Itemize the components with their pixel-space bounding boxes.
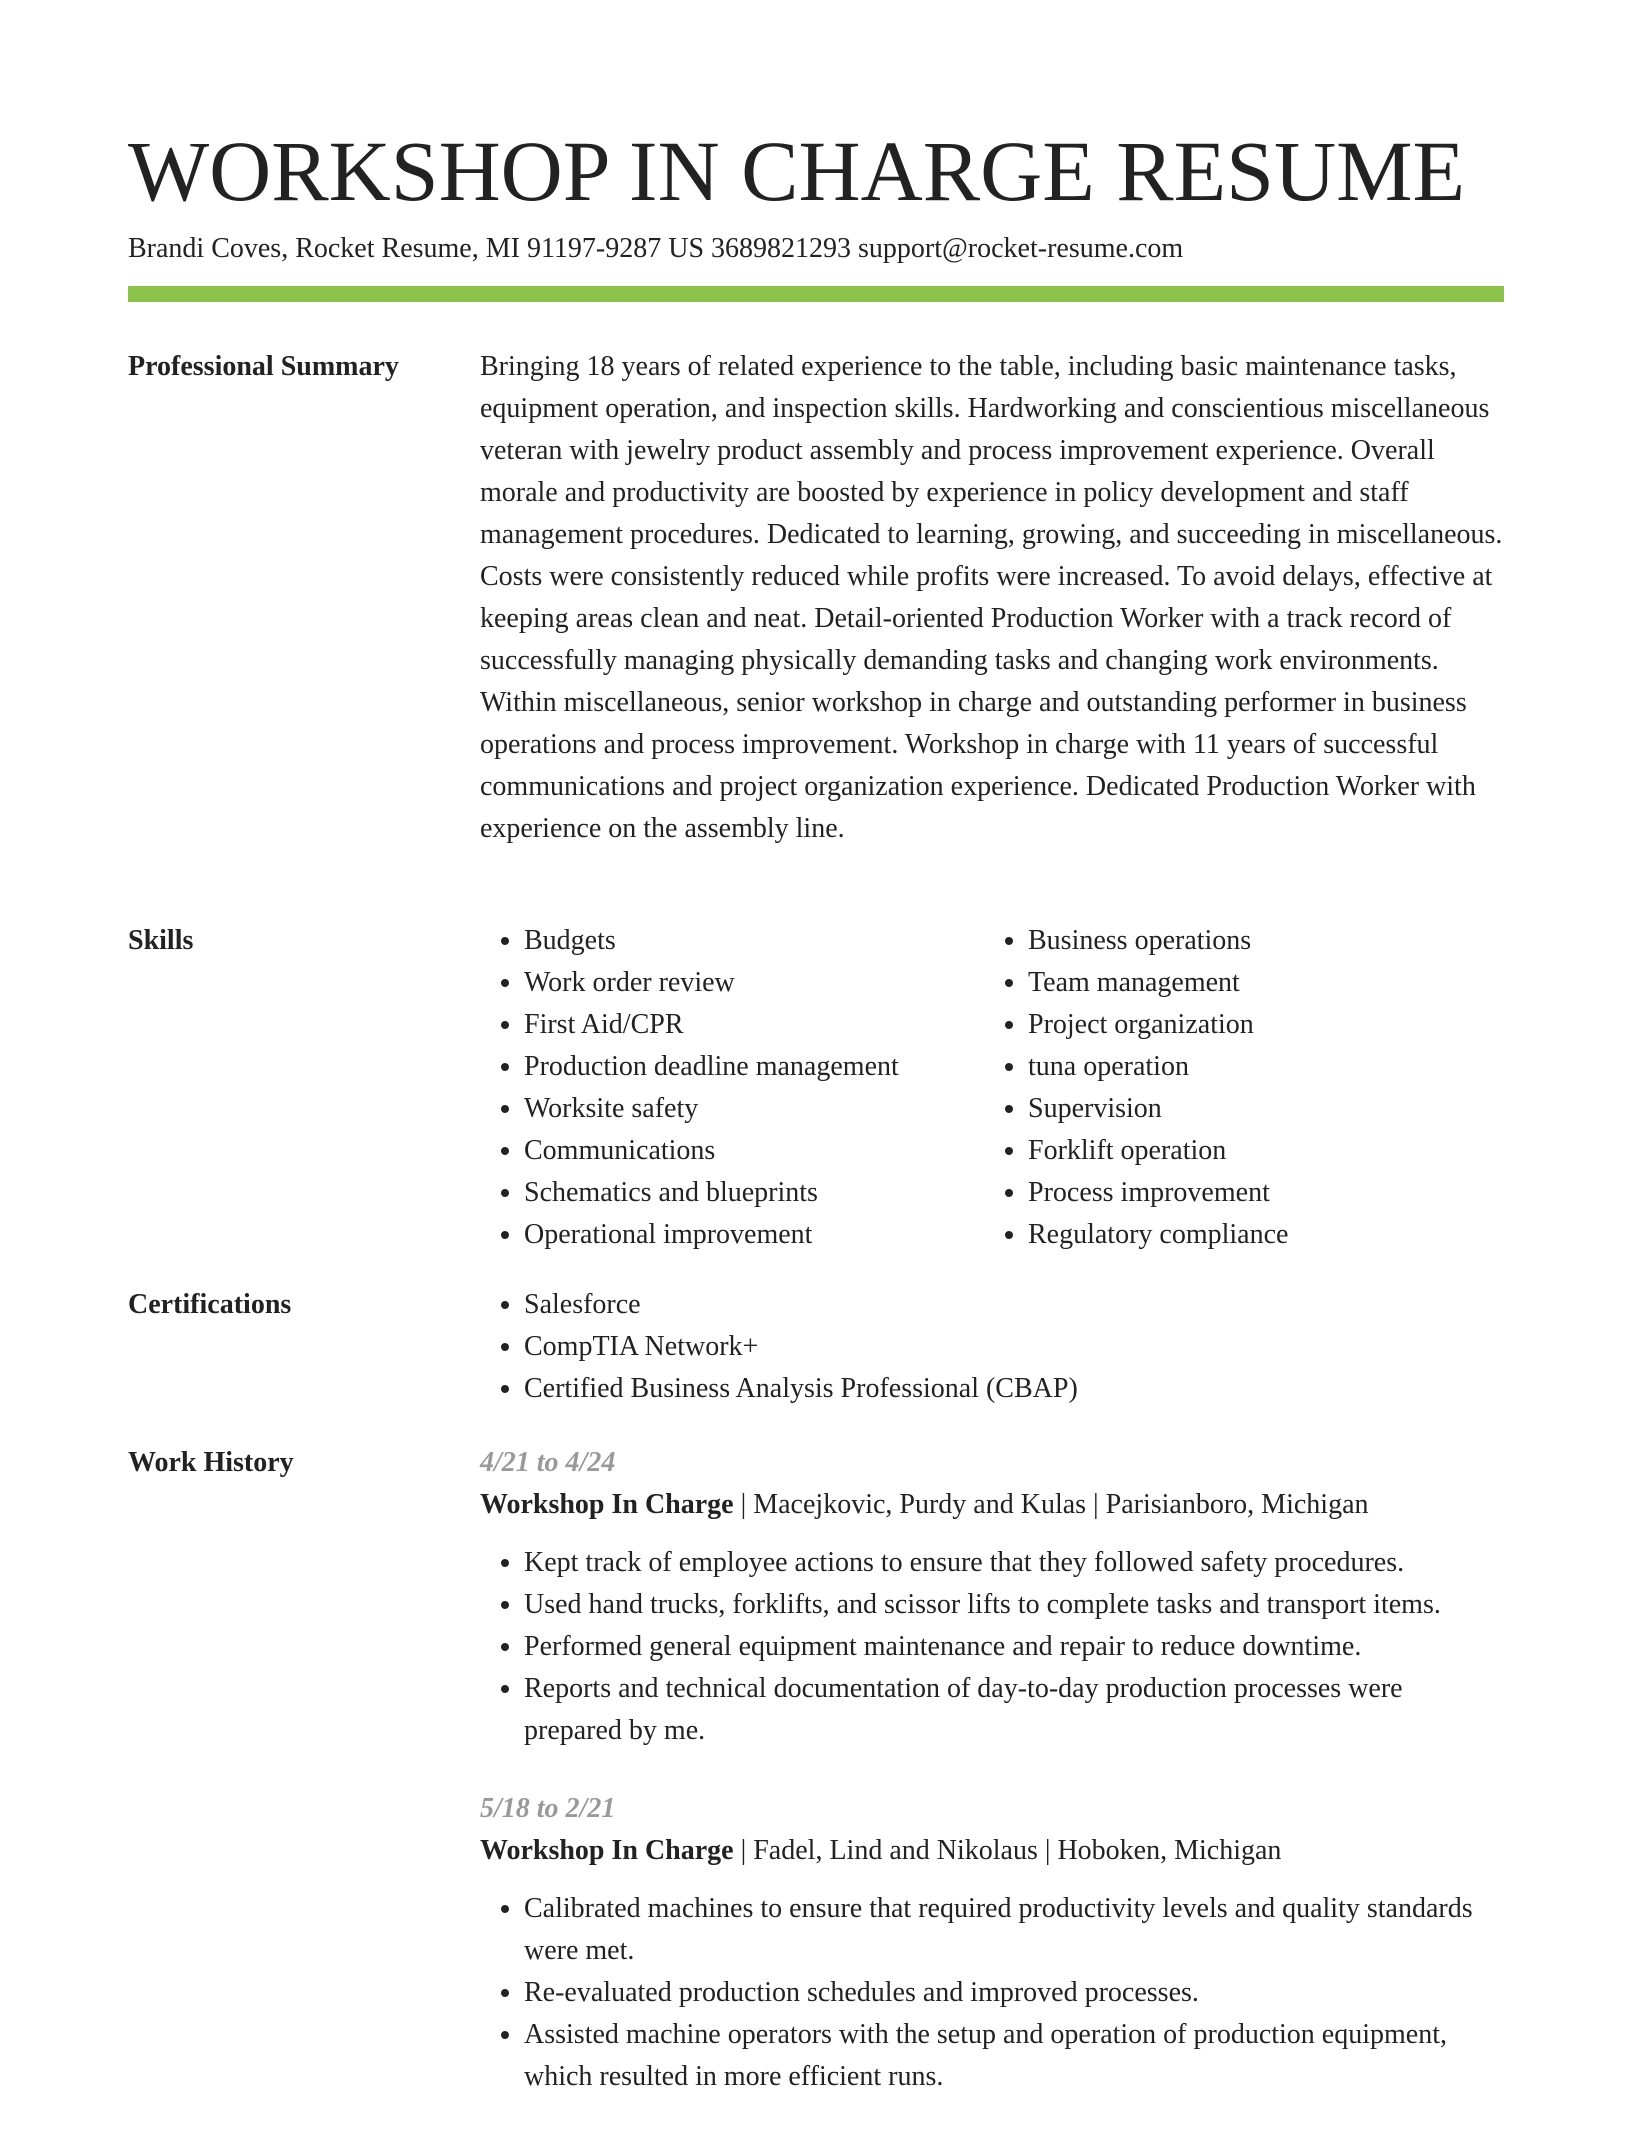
- skill-item: • Schematics and blueprints: [524, 1172, 984, 1214]
- job-bullet: • Assisted machine operators with the setup and operation of production equipment, which resulted in more efficient runs.: [524, 2014, 1504, 2098]
- skill-item: • Supervision: [1028, 1088, 1488, 1130]
- job-dates: 4/21 to 4/24: [480, 1447, 616, 1478]
- skill-item: • Forklift operation: [1028, 1130, 1488, 1172]
- skill-item: • Team management: [1028, 962, 1488, 1004]
- skill-item: • Operational improvement: [524, 1214, 984, 1256]
- section-label-certifications: Certifications: [128, 1289, 292, 1320]
- certification-item: • Salesforce: [524, 1284, 1504, 1326]
- section-label-work-history: Work History: [128, 1447, 294, 1478]
- skill-item: • Project organization: [1028, 1004, 1488, 1046]
- skill-item: • Work order review: [524, 962, 984, 1004]
- job-employer-location: | Fadel, Lind and Nikolaus | Hoboken, Michigan: [733, 1835, 1282, 1866]
- job-heading: [480, 1484, 1504, 1526]
- job-dates: 5/18 to 2/21: [480, 1793, 616, 1824]
- summary-body: [480, 346, 1504, 850]
- summary-text: Bringing 18 years of related experience to the table, including basic maintenance tasks, equipment operation, and inspection skills. Hardworking and conscientious miscellaneous veteran with jewelry product assembly and process improvement experience. Overall morale and productivity are boosted by experience in policy development and staff management procedures. Dedicated to learning, growing, and succeeding in miscellaneous. Costs were consistently reduced while profits were increased. To avoid delays, effective at keeping areas clean and neat. Detail-oriented Production Worker with a track record of successfully managing physically demanding tasks and changing work environments. Within miscellaneous, senior workshop in charge and outstanding performer in business operations and process improvement. Workshop in charge with 11 years of successful communications and project organization experience. Dedicated Production Worker with experience on the assembly line.: [480, 351, 1503, 844]
- work-history-body: [480, 1442, 1504, 2134]
- skill-item: • Process improvement: [1028, 1172, 1488, 1214]
- certification-item: • CompTIA Network+: [524, 1326, 1504, 1368]
- skill-item: • tuna operation: [1028, 1046, 1488, 1088]
- job-heading: [480, 1830, 1504, 1872]
- job-title: Workshop In Charge: [480, 1835, 734, 1866]
- skill-item: • Communications: [524, 1130, 984, 1172]
- job-bullet: • Used hand trucks, forklifts, and scissor lifts to complete tasks and transport items.: [524, 1584, 1504, 1626]
- skill-item: • Business operations: [1028, 920, 1488, 962]
- job-bullet: • Calibrated machines to ensure that required productivity levels and quality standards were met.: [524, 1888, 1504, 1972]
- job-title: Workshop In Charge: [480, 1489, 734, 1520]
- job-entry: [480, 1442, 1504, 1752]
- certifications-body: [480, 1284, 1504, 1410]
- job-bullet: • Performed general equipment maintenance and repair to reduce downtime.: [524, 1626, 1504, 1668]
- skill-item: • First Aid/CPR: [524, 1004, 984, 1046]
- job-bullet: • Re-evaluated production schedules and improved processes.: [524, 1972, 1504, 2014]
- skills-column-left: [480, 920, 984, 1256]
- skills-columns: [480, 920, 1504, 1256]
- skills-body: [480, 920, 1504, 1256]
- skill-item: • Budgets: [524, 920, 984, 962]
- job-bullet: • Kept track of employee actions to ensure that they followed safety procedures.: [524, 1542, 1504, 1584]
- skills-column-right: [984, 920, 1488, 1256]
- resume-title: WORKSHOP IN CHARGE RESUME: [128, 123, 1466, 219]
- accent-divider: [128, 286, 1504, 302]
- section-label-summary: Professional Summary: [128, 351, 399, 382]
- certification-item: • Certified Business Analysis Professional (CBAP): [524, 1368, 1504, 1410]
- contact-info: Brandi Coves, Rocket Resume, MI 91197-9287 US 3689821293 support@rocket-resume.com: [128, 233, 1184, 264]
- skill-item: • Regulatory compliance: [1028, 1214, 1488, 1256]
- job-employer-location: | Macejkovic, Purdy and Kulas | Parisianboro, Michigan: [733, 1489, 1369, 1520]
- skill-item: • Production deadline management: [524, 1046, 984, 1088]
- job-entry: [480, 1788, 1504, 2098]
- section-label-skills: Skills: [128, 925, 194, 956]
- skill-item: • Worksite safety: [524, 1088, 984, 1130]
- job-bullet: • Reports and technical documentation of day-to-day production processes were prepared by me.: [524, 1668, 1504, 1752]
